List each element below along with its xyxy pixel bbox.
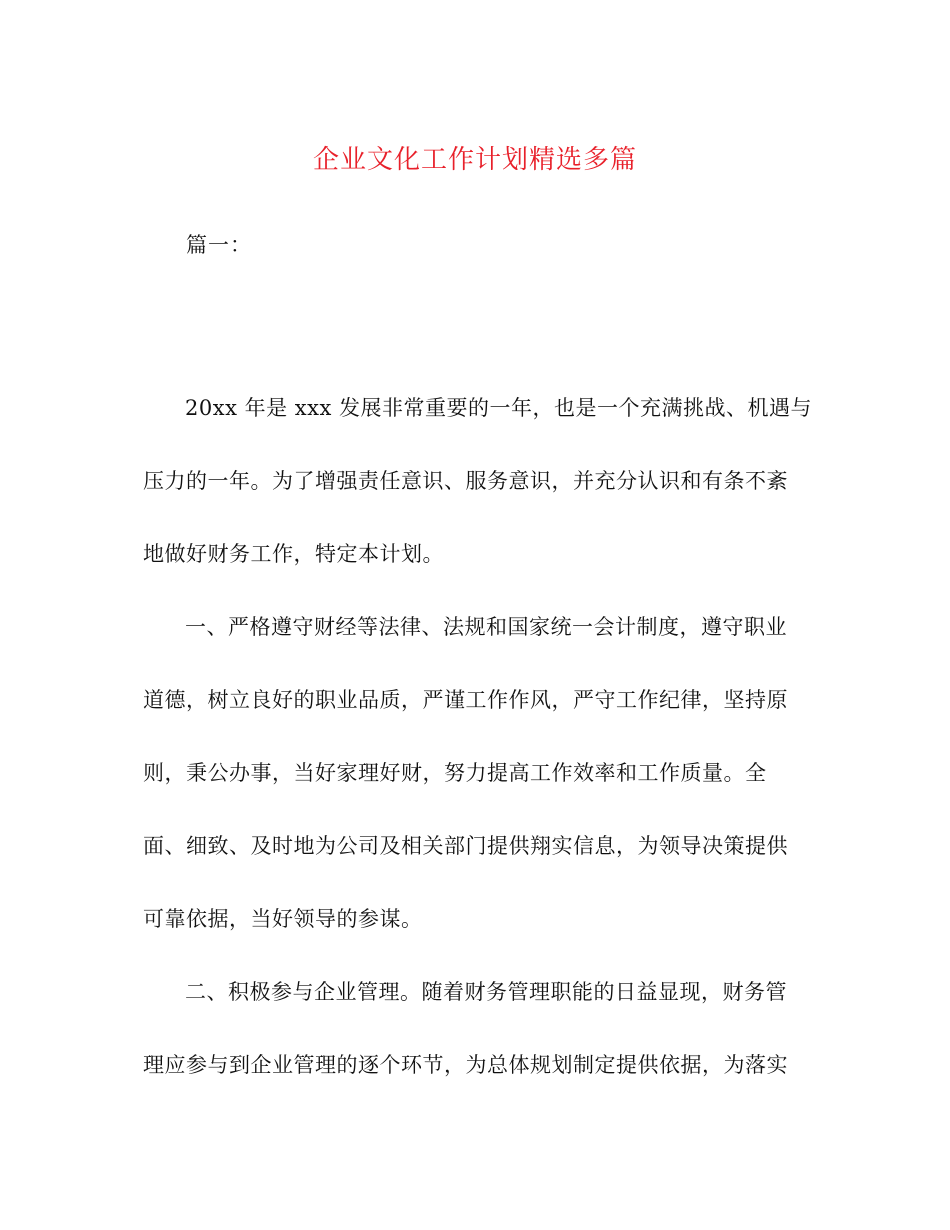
paragraph-line: 20xx 年是 xxx 发展非常重要的一年，也是一个充满挑战、机遇与	[185, 396, 812, 420]
paragraph-line: 理应参与到企业管理的逐个环节，为总体规划制定提供依据，为落实	[143, 1053, 788, 1077]
paragraph-item-2	[143, 956, 803, 1102]
paragraph-line: 一、严格遵守财经等法律、法规和国家统一会计制度，遵守职业	[185, 615, 787, 639]
paragraph-line: 则，秉公办事，当好家理好财，努力提高工作效率和工作质量。全	[143, 761, 767, 785]
paragraph-item-1	[143, 591, 803, 956]
paragraph-line: 道德，树立良好的职业品质，严谨工作作风，严守工作纪律，坚持原	[143, 688, 788, 712]
paragraph-line: 面、细致、及时地为公司及相关部门提供翔实信息，为领导决策提供	[143, 834, 788, 858]
paragraph-line: 二、积极参与企业管理。随着财务管理职能的日益显现，财务管	[185, 980, 787, 1004]
section-label: 篇一：	[186, 233, 252, 257]
paragraph-line: 压力的一年。为了增强责任意识、服务意识，并充分认识和有条不紊	[143, 469, 788, 493]
paragraph-line: 地做好财务工作，特定本计划。	[143, 542, 444, 566]
paragraph-line: 可靠依据，当好领导的参谋。	[143, 907, 423, 931]
paragraph-intro	[143, 372, 812, 591]
document-body	[143, 372, 812, 1102]
document-title: 企业文化工作计划精选多篇	[312, 145, 637, 175]
